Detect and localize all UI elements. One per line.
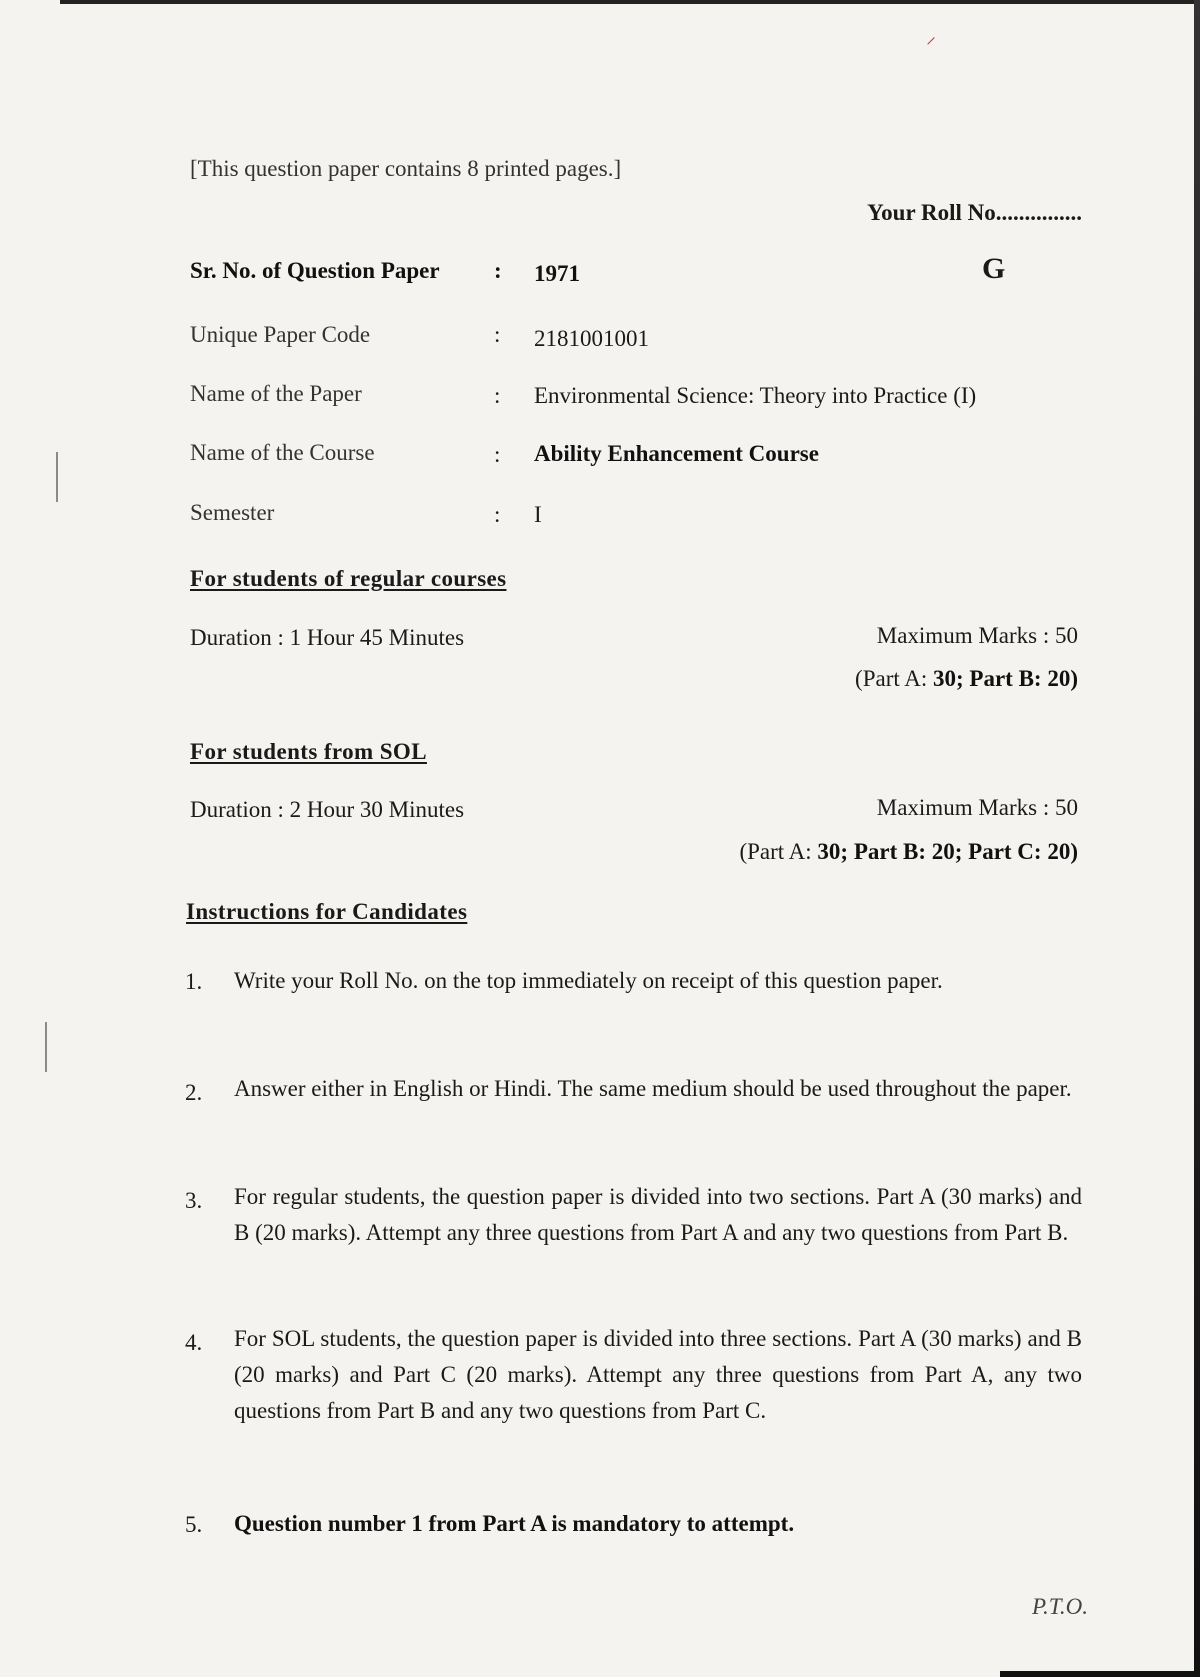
instruction-item: Answer either in English or Hindi. The same medium should be used throughout the paper. [234, 1076, 1072, 1101]
scan-bottom-edge [1000, 1671, 1200, 1677]
regular-max-marks: Maximum Marks : 50 [876, 623, 1078, 648]
roll-number-field: Your Roll No............... [867, 200, 1082, 225]
paper-code-label: Unique Paper Code [190, 322, 371, 347]
instruction-item: Write your Roll No. on the top immediately on receipt of this question paper. [234, 968, 943, 993]
course-name-value: Ability Enhancement Course [534, 441, 819, 466]
instruction-number: 1. [185, 969, 203, 994]
ink-dot-icon: ⸝ [926, 26, 936, 48]
marks-split-values: 30; Part B: 20) [933, 666, 1078, 691]
scan-margin-mark [56, 452, 58, 502]
colon: : [494, 383, 501, 408]
semester-label: Semester [190, 500, 275, 525]
scan-right-edge [1194, 0, 1200, 1677]
sr-no-label: Sr. No. of Question Paper [190, 258, 440, 283]
instruction-number: 5. [185, 1512, 203, 1537]
paper-name-value: Environmental Science: Theory into Practice (I) [534, 383, 977, 408]
please-turn-over: P.T.O. [1031, 1594, 1088, 1619]
instruction-number: 3. [185, 1188, 203, 1213]
instruction-item: For SOL students, the question paper is divided into three sections. Part A (30 marks) and B (20 marks) and Part C (20 marks). Attempt any three questions from Part A, any two questions from Part B and any two questions from Part C. [234, 1326, 1082, 1423]
sol-duration: Duration : 2 Hour 30 Minutes [190, 797, 465, 822]
page-count-note: [This question paper contains 8 printed pages.] [190, 156, 622, 181]
instruction-item: Question number 1 from Part A is mandatory to attempt. [234, 1511, 795, 1536]
marks-split-values: 30; Part B: 20; Part C: 20) [817, 839, 1078, 864]
instruction-number: 2. [185, 1080, 203, 1105]
colon: : [494, 322, 501, 347]
sol-max-marks: Maximum Marks : 50 [876, 795, 1078, 820]
sr-no-value: 1971 [534, 261, 580, 286]
paper-name-label: Name of the Paper [190, 381, 362, 406]
regular-section-heading: For students of regular courses [190, 566, 507, 591]
instruction-number: 4. [185, 1330, 203, 1355]
marks-split-prefix: (Part A: [855, 666, 933, 691]
instructions-heading: Instructions for Candidates [186, 899, 468, 924]
scan-top-edge [60, 0, 1200, 4]
colon: : [494, 442, 501, 467]
sol-marks-split [739, 839, 1078, 865]
series-letter: G [982, 252, 1006, 285]
regular-duration: Duration : 1 Hour 45 Minutes [190, 625, 465, 650]
colon: : [494, 258, 502, 283]
semester-value: I [534, 502, 542, 527]
regular-marks-split [855, 666, 1078, 692]
scan-margin-mark [45, 1022, 47, 1072]
course-name-label: Name of the Course [190, 440, 375, 465]
paper-code-value: 2181001001 [534, 326, 649, 351]
instruction-item: For regular students, the question paper is divided into two sections. Part A (30 marks) and B (20 marks). Attempt any three questions from Part A and any two questions from Part B. [234, 1184, 1082, 1245]
sol-section-heading: For students from SOL [190, 739, 427, 764]
marks-split-prefix: (Part A: [739, 839, 818, 864]
colon: : [494, 502, 501, 527]
